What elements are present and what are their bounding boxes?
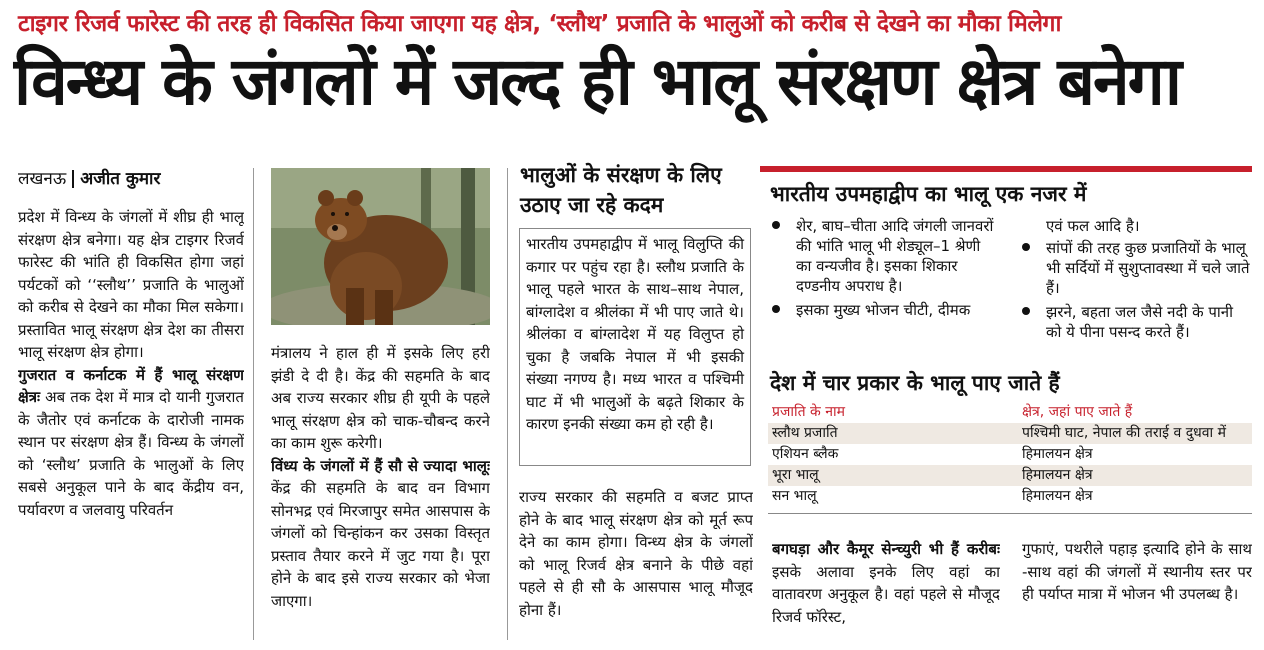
list-item	[1022, 302, 1252, 342]
species-name: स्लौथ प्रजाति	[772, 425, 838, 441]
subhead-sanctuaries: बगघड़ा और कैमूर सेन्च्युरी भी हैं करीबः	[772, 540, 1000, 558]
bullet-icon	[772, 305, 780, 313]
bear-photo	[271, 168, 490, 325]
bottom-left-text	[772, 538, 1000, 642]
species-name: भूरा भालू	[772, 467, 819, 483]
species-region: पश्चिमी घाट, नेपाल की तराई व दुधवा में	[1022, 425, 1227, 441]
species-region: हिमालयन क्षेत्र	[1022, 488, 1093, 504]
accent-bar	[760, 166, 1252, 172]
glance-left-list	[772, 216, 1000, 320]
glance-right-list	[1022, 216, 1252, 342]
main-headline: विन्ध्य के जंगलों में जल्द ही भालू संरक्षण क्षेत्र बनेगा	[14, 43, 1180, 120]
box-title: भालुओं के संरक्षण के लिए उठाए जा रहे कदम	[520, 163, 722, 217]
glance-right-item-1: सांपों की तरह कुछ प्रजातियों के भालू भी सर्दियों में सुशुप्तावस्था में चले जाते हैं।	[1046, 239, 1250, 297]
bullet-icon	[772, 221, 780, 229]
column-2-body-2: केंद्र की सहमति के बाद वन विभाग सोनभद्र एवं मिरजापुर समेत आसपास के जंगलों को चिन्हांकन कर उसका विस्तृत प्रस्ताव तैयार करने में जुट गया है। पूरा होने के बाद इसे राज्य सरकार को भेजा जाएगा।	[271, 479, 490, 610]
dateline-place: लखनऊ	[18, 169, 67, 189]
author-name: अजीत कुमार	[80, 169, 161, 189]
bottom-right-text	[1022, 538, 1252, 642]
column-2	[271, 342, 490, 642]
table-row	[768, 444, 1252, 465]
table-header	[768, 402, 1252, 423]
types-title: देश में चार प्रकार के भालू पाए जाते हैं	[770, 371, 1060, 395]
glance-right-continuation: एवं फल आदि है।	[1046, 217, 1140, 235]
column-1	[18, 206, 244, 646]
table-row	[768, 423, 1252, 444]
table-row	[768, 486, 1252, 507]
glance-title: भारतीय उपमहाद्वीप का भालू एक नजर में	[770, 182, 1087, 206]
bullet-icon	[1022, 243, 1030, 251]
lead-paragraph: प्रदेश में विन्ध्य के जंगलों में शीघ्र ही भालू संरक्षण क्षेत्र बनेगा। यह क्षेत्र टाइगर रिजर्व फारेस्ट की भांति ही विकसित होगा जहां पर्यटकों को ‘‘स्लौथ’’ प्रजाति के भालुओं को करीब से देखने का मौका मिल सकेगा। प्रस्तावित भालू संरक्षण क्षेत्र देश का तीसरा भालू संरक्षण क्षेत्र होगा।	[18, 208, 244, 361]
species-region: हिमालयन क्षेत्र	[1022, 446, 1093, 462]
glance-left-item-1: शेर, बाघ–चीता आदि जंगली जानवरों की भांति भालू भी शेड्यूल–1 श्रेणी का वन्यजीव है। इसका शिकार दण्डनीय अपराध है।	[796, 217, 994, 295]
table-row	[768, 465, 1252, 486]
kicker-headline: टाइगर रिजर्व फारेस्ट की तरह ही विकसित किया जाएगा यह क्षेत्र, ‘स्लौथ’ प्रजाति के भालुओं को करीब से देखने का मौका मिलेगा	[18, 11, 1062, 37]
bottom-left-body: इसके अलावा इनके लिए वहां का वातावरण अनुकूल है। वहां पहले से मौजूद रिजर्व फॉरेस्ट,	[772, 562, 1000, 626]
column-divider	[253, 168, 254, 640]
col-species-header: प्रजाति के नाम	[772, 404, 846, 420]
column-divider	[507, 168, 508, 640]
list-item	[1022, 238, 1252, 298]
list-item	[772, 300, 1000, 320]
byline-separator	[72, 170, 74, 188]
column-3-bottom	[519, 486, 753, 642]
column-3-bottom-body: राज्य सरकार की सहमति व बजट प्राप्त होने के बाद भालू संरक्षण क्षेत्र को मूर्त रूप देने का काम होगा। विन्ध्य क्षेत्र के जंगलों को भालू रिजर्व क्षेत्र बनाने के पीछे वहां पहले से ही सौ के आसपास भालू मौजूद होना हैं।	[519, 488, 753, 619]
info-box-body: भारतीय उपमहाद्वीप में भालू विलुप्ति की कगार पर पहुंच रहा है। स्लौथ प्रजाति के भालू पहले भारत के साथ–साथ नेपाल, बांग्लादेश व श्रीलंका में भी पाए जाते थे। श्रीलंका व बांग्लादेश में यह विलुप्त हो चुका है जबकि नेपाल में भी इसकी संख्या नगण्य है। मध्य भारत व पश्चिमी घाट में भी भालुओं के बढ़ते शिकार के कारण इनकी संख्या कम हो रही है।	[526, 235, 744, 433]
table-bottom-rule	[768, 513, 1252, 514]
bear-illustration	[271, 168, 490, 325]
list-item	[772, 216, 1000, 296]
species-name: सन भालू	[772, 488, 817, 504]
bullet-icon	[1022, 307, 1030, 315]
species-region: हिमालयन क्षेत्र	[1022, 467, 1093, 483]
bear-types-table	[768, 402, 1252, 514]
subhead-vindhya-bears: विंध्य के जंगलों में हैं सौ से ज्यादा भालूः	[271, 456, 490, 475]
glance-left-item-2: इसका मुख्य भोजन चीटी, दीमक	[796, 301, 971, 319]
col-region-header: क्षेत्र, जहां पाए जाते हैं	[1022, 404, 1133, 420]
subhead-gujarat-karnataka: गुजरात व कर्नाटक में हैं भालू संरक्षण क्षेत्रः	[18, 365, 244, 406]
byline	[18, 166, 160, 189]
column-2-body-1: मंत्रालय ने हाल ही में इसके लिए हरी झंडी दे दी है। केंद्र की सहमति के बाद अब राज्य सरकार शीघ्र ही यूपी के पहले भालू संरक्षण क्षेत्र को चाक-चौबन्द करने का काम शुरू करेगी।	[271, 344, 490, 452]
glance-right-item-2: झरने, बहता जल जैसे नदी के पानी को ये पीना पसन्द करते हैं।	[1046, 303, 1234, 341]
species-name: एशियन ब्लैक	[772, 446, 839, 462]
info-box	[519, 228, 751, 466]
column-1-body: अब तक देश में मात्र दो यानी गुजरात के जैतोर एवं कर्नाटक के दारोजी नामक स्थान पर संरक्षण क्षेत्र हैं। विन्ध्य के जंगलों को ‘स्लौथ’ प्रजाति के भालुओं के लिए सबसे अनुकूल पाने के बाद केंद्रीय वन, पर्यावरण व जलवायु परिवर्तन	[18, 388, 244, 519]
bottom-right-body: गुफाएं, पथरीले पहाड़ इत्यादि होने के साथ -साथ वहां की जंगलों में स्थानीय स्तर पर ही पर्याप्त मात्रा में भोजन भी उपलब्ध है।	[1022, 540, 1252, 603]
